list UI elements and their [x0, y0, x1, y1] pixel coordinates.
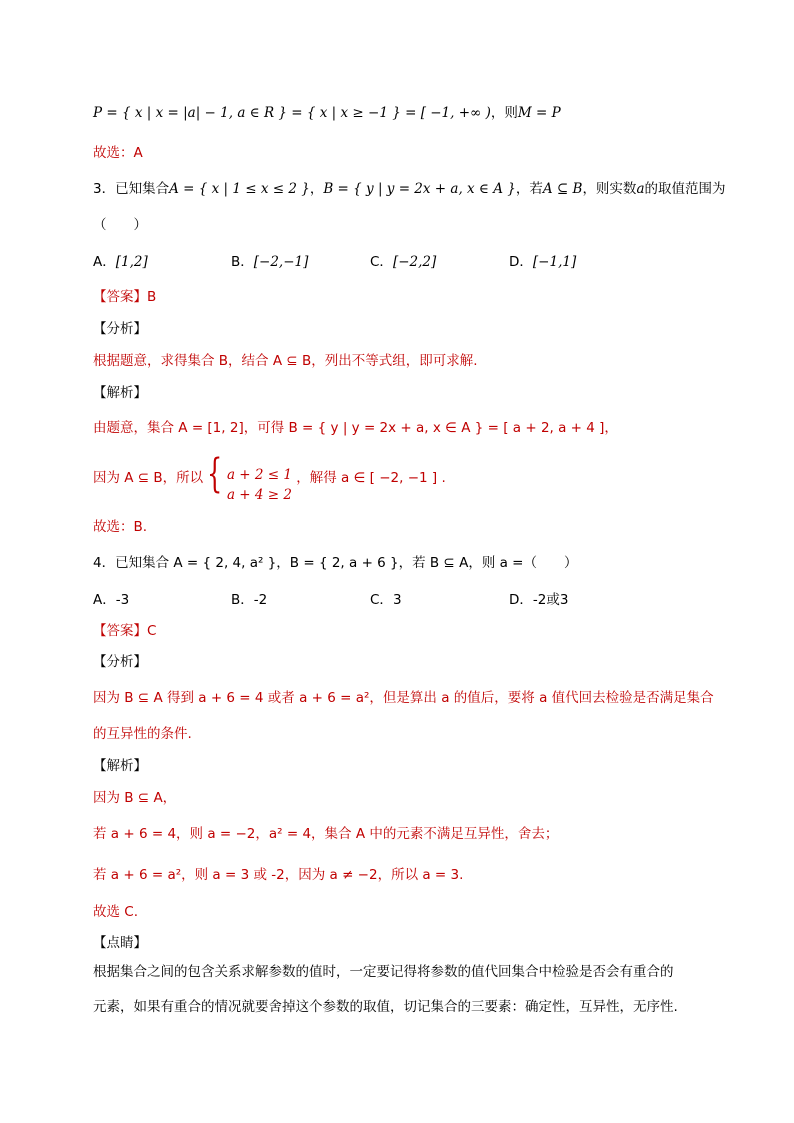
q3-solution-line-2 — [93, 451, 446, 503]
q4-option-a-value: -3 — [115, 592, 130, 608]
q3-solution-line-2-suffix: ，解得 a ∈ [ −2, −1 ] . — [296, 470, 446, 486]
q3-option-a-value: [1,2] — [115, 254, 148, 270]
q3-option-b-label: B． — [231, 254, 254, 270]
inequality-row-1: a + 2 ≤ 1 — [226, 467, 292, 483]
set-p-tail-text: ，则 — [490, 105, 518, 121]
q4-option-a-label: A． — [93, 592, 116, 608]
q4-note-head: 【点睛】 — [93, 935, 147, 951]
q3-option-d-value: [−1,1] — [532, 254, 577, 270]
q3-solution-line-1: 由题意，集合 A = [1, 2]，可得 B = { y | y = 2x + a, x ∈ A } = [ a + 2, a + 4 ]， — [93, 420, 618, 436]
q3-stem — [93, 179, 726, 199]
q3-stem-end: 的取值范围为 — [644, 181, 726, 197]
q4-option-d — [509, 590, 568, 610]
q3-option-a-label: A． — [93, 254, 116, 270]
q3-option-c-label: C． — [370, 254, 393, 270]
q3-option-b-value: [−2,−1] — [253, 254, 309, 270]
q4-solution-line-2: 若 a + 6 = 4，则 a = −2，a² = 4，集合 A 中的元素不满足互异性，舍去； — [93, 826, 559, 842]
q3-option-a — [93, 252, 148, 272]
inequality-rows — [227, 465, 292, 505]
q3-option-c — [370, 252, 436, 272]
q4-option-b-label: B． — [231, 592, 254, 608]
q4-option-a — [93, 590, 129, 610]
q4-answer-head: 【答案】 — [93, 623, 147, 639]
set-p-definition: P = { x | x = |a| − 1, a ∈ R } = { x | x ≥ −1 } = [ −1, +∞ ) — [93, 105, 491, 121]
q3-analysis-head: 【分析】 — [93, 321, 147, 337]
q3-option-b — [231, 252, 308, 272]
q3-answer-head: 【答案】 — [93, 289, 147, 305]
q4-answer-value: C — [147, 623, 157, 639]
q4-option-d-label: D． — [509, 592, 533, 608]
q3-variable: a — [636, 181, 645, 197]
q4-option-b-value: -2 — [253, 592, 268, 608]
q3-separator: ， — [309, 181, 324, 197]
inequality-row-2: a + 4 ≥ 2 — [226, 487, 292, 503]
q4-solution-line-3: 若 a + 6 = a²，则 a = 3 或 -2，因为 a ≠ −2，所以 a = 3. — [93, 867, 464, 883]
q4-option-c — [370, 590, 402, 610]
inequality-system — [207, 451, 292, 503]
q4-note-line-2: 元素，如果有重合的情况就要舍掉这个参数的取值，切记集合的三要素：确定性，互异性，无序性. — [93, 999, 678, 1015]
q4-option-c-value: 3 — [392, 592, 402, 608]
q4-analysis-line-1: 因为 B ⊆ A 得到 a + 6 = 4 或者 a + 6 = a²，但是算出 a 的值后，要将 a 值代回去检验是否满足集合 — [93, 690, 714, 706]
q3-analysis-text: 根据题意，求得集合 B，结合 A ⊆ B，列出不等式组，即可求解. — [93, 353, 478, 369]
q3-set-b: B = { y | y = 2x + a, x ∈ A } — [323, 181, 516, 197]
q4-note-line-1: 根据集合之间的包含关系求解参数的值时，一定要记得将参数的值代回集合中检验是否会有重合的 — [93, 964, 674, 980]
q4-solution-head: 【解析】 — [93, 758, 147, 774]
q3-solution-line-2-prefix: 因为 A ⊆ B，所以 — [93, 470, 204, 486]
q4-analysis-line-2: 的互异性的条件. — [93, 726, 192, 742]
q4-option-b — [231, 590, 267, 610]
q3-solution-head: 【解析】 — [93, 385, 147, 401]
q3-answer-value: B — [147, 289, 157, 305]
previous-answer-select: 故选：A — [93, 145, 143, 161]
q3-answer — [93, 287, 156, 307]
q4-analysis-head: 【分析】 — [93, 654, 147, 670]
q3-option-c-value: [−2,2] — [392, 254, 437, 270]
q4-stem: 4．已知集合 A = { 2, 4, a² }，B = { 2, a + 6 }，若 B ⊆ A，则 a =（ ） — [93, 555, 578, 571]
q3-condition: A ⊆ B — [542, 181, 583, 197]
left-brace: { — [207, 451, 223, 497]
set-p-line — [93, 103, 561, 123]
q3-stem-prefix: 3．已知集合 — [93, 181, 170, 197]
q4-option-d-value: -2或3 — [532, 592, 569, 608]
q3-condition-suffix: ，则实数 — [582, 181, 637, 197]
q3-answer-paren: （ ） — [93, 217, 147, 233]
q4-answer — [93, 621, 156, 641]
q3-final-select: 故选：B. — [93, 519, 148, 535]
q3-condition-prefix: ，若 — [515, 181, 543, 197]
q3-option-d-label: D． — [509, 254, 533, 270]
q3-set-a: A = { x | 1 ≤ x ≤ 2 } — [169, 181, 310, 197]
set-p-conclusion: M = P — [517, 105, 561, 121]
q3-option-d — [509, 252, 576, 272]
q4-solution-line-1: 因为 B ⊆ A， — [93, 790, 177, 806]
q4-final-select: 故选 C. — [93, 904, 139, 920]
q4-option-c-label: C． — [370, 592, 393, 608]
